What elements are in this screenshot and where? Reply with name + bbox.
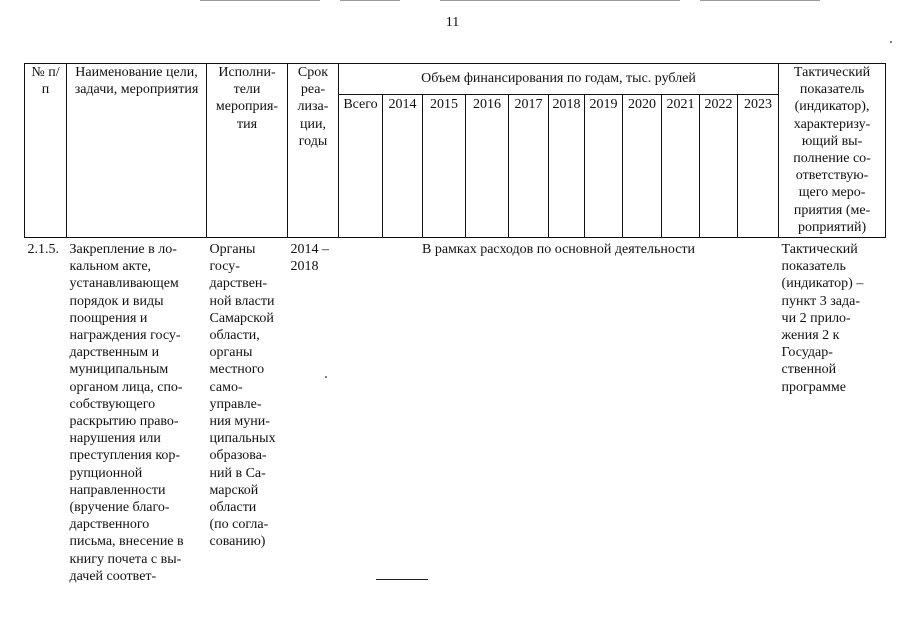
row-term: 2014 – 2018 <box>290 242 329 275</box>
header-year: 2017 <box>509 95 549 238</box>
header-indicator: Тактический показатель (индикатор), характеризу-ющий вы-полнение со-ответствую-щего меро-приятия (ме-роприятий) <box>779 64 886 238</box>
header-year: 2018 <box>549 95 585 238</box>
header-executors: Исполни- тели мероприя- тия <box>207 64 288 238</box>
header-term: Срок реа- лиза- ции, годы <box>288 64 339 238</box>
measures-table <box>24 63 886 585</box>
header-year: 2023 <box>738 95 779 238</box>
top-edge-line <box>440 0 680 1</box>
table-row <box>25 238 886 586</box>
header-year: 2022 <box>700 95 738 238</box>
header-year: 2015 <box>423 95 466 238</box>
header-total: Всего <box>339 95 383 238</box>
row-indicator: Тактический показатель (индикатор) – пункт 3 зада- чи 2 прило- жения 2 к Государ- ственной программе <box>781 242 864 395</box>
header-financing: Объем финансирования по годам, тыс. рублей <box>339 64 779 95</box>
top-edge-line <box>700 0 820 1</box>
header-year: 2020 <box>623 95 662 238</box>
row-name: Закрепление в ло- кальном акте, устанавливающем порядок и виды поощрения и награждения госу- дарственным и муниципальным органом лица, спо- собствующего раскрытию право- нарушения или преступления кор- рупционной направленности (вручение благо- дарственного письма, внесение в книгу почета с вы- дачей соответ- <box>69 242 184 584</box>
row-financing: В рамках расходов по основной деятельности <box>422 242 696 257</box>
header-year: 2014 <box>383 95 423 238</box>
row-num: 2.1.5. <box>27 242 59 257</box>
header-num: № п/п <box>25 64 67 238</box>
header-name: Наименование цели, задачи, мероприятия <box>67 64 207 238</box>
footnote-separator <box>376 579 428 580</box>
top-edge-line <box>340 0 400 1</box>
scan-speck <box>890 41 892 43</box>
top-edge-line <box>200 0 320 1</box>
header-year: 2019 <box>585 95 623 238</box>
header-year: 2016 <box>466 95 509 238</box>
row-executors: Органы госу- дарствен- ной власти Самарской области, органы местного само- управле- ния муни- ципальных образова- ний в Са- марской области (по согла- сованию) <box>209 242 276 550</box>
header-year: 2021 <box>662 95 700 238</box>
page-number: 11 <box>445 15 460 30</box>
header-row <box>25 64 886 95</box>
